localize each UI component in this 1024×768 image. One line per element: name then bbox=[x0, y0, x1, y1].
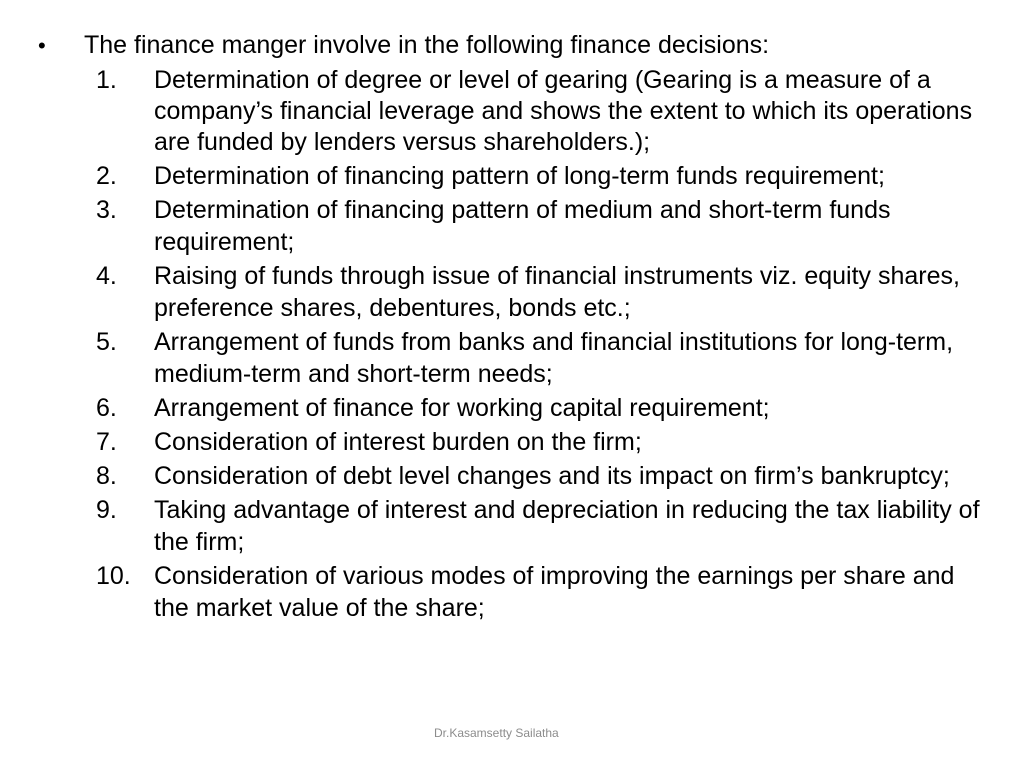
list-item bbox=[96, 65, 996, 158]
item-text: Consideration of debt level changes and its impact on firm’s bankruptcy; bbox=[154, 462, 950, 490]
list-item bbox=[96, 194, 996, 258]
item-number: 5. bbox=[96, 328, 117, 356]
decision-list bbox=[96, 65, 996, 626]
item-number: 4. bbox=[96, 262, 117, 290]
item-number: 1. bbox=[96, 66, 117, 94]
item-text: Determination of financing pattern of long-term funds requirement; bbox=[154, 162, 885, 190]
list-item bbox=[96, 260, 996, 324]
item-number: 7. bbox=[96, 428, 117, 456]
list-item bbox=[96, 326, 996, 390]
list-item bbox=[96, 426, 996, 458]
item-number: 9. bbox=[96, 496, 117, 524]
item-number: 6. bbox=[96, 394, 117, 422]
list-item bbox=[96, 460, 996, 492]
list-item bbox=[96, 392, 996, 424]
item-number: 3. bbox=[96, 196, 117, 224]
item-number: 8. bbox=[96, 462, 117, 490]
item-text: Consideration of interest burden on the firm; bbox=[154, 428, 642, 456]
list-item bbox=[96, 560, 996, 624]
item-text: Arrangement of finance for working capital requirement; bbox=[154, 394, 770, 422]
intro-bullet bbox=[38, 30, 998, 61]
bullet-dot-icon: • bbox=[38, 33, 46, 58]
list-item bbox=[96, 494, 996, 558]
item-text: Taking advantage of interest and depreciation in reducing the tax liability of the firm; bbox=[154, 496, 980, 556]
item-text: Raising of funds through issue of financial instruments viz. equity shares, preference shares, debentures, bonds etc.; bbox=[154, 262, 960, 322]
item-text: Arrangement of funds from banks and financial institutions for long-term, medium-term and short-term needs; bbox=[154, 328, 954, 388]
footer-author: Dr.Kasamsetty Sailatha bbox=[434, 726, 559, 740]
item-text: Determination of financing pattern of medium and short-term funds requirement; bbox=[154, 196, 891, 256]
list-item bbox=[96, 160, 996, 192]
item-number: 10. bbox=[96, 562, 131, 590]
item-text: Determination of degree or level of gearing (Gearing is a measure of a company’s financial leverage and shows the extent to which its operations are funded by lenders versus shareholders.); bbox=[154, 66, 973, 156]
intro-text: The finance manger involve in the following finance decisions: bbox=[84, 31, 770, 59]
item-number: 2. bbox=[96, 162, 117, 190]
item-text: Consideration of various modes of improving the earnings per share and the market value of the share; bbox=[154, 562, 955, 622]
